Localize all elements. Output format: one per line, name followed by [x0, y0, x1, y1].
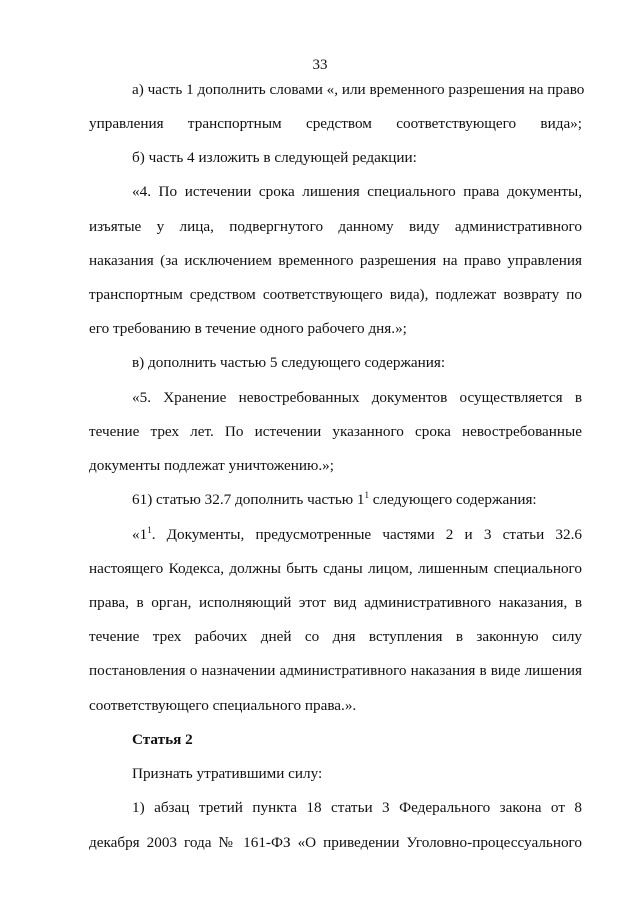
text-line: 1) абзац третий пункта 18 статьи 3 Федерального закона от 8	[132, 799, 582, 816]
text-line: транспортным средством соответствующего вида), подлежат возврату по	[89, 286, 582, 303]
text-line	[132, 491, 582, 509]
text-line: наказания (за исключением временного разрешения на право управления	[89, 252, 582, 269]
text-line: «4. По истечении срока лишения специального права документы,	[132, 183, 582, 200]
text-line	[132, 526, 582, 544]
text-line: изъятые у лица, подвергнутого данному виду административного	[89, 218, 582, 235]
text-line: течение трех рабочих дней со дня вступления в законную силу	[89, 628, 582, 645]
text-line: течение трех лет. По истечении указанного срока невостребованные	[89, 423, 582, 440]
text-line: постановления о назначении административного наказания в виде лишения	[89, 662, 582, 679]
text-line: соответствующего специального права.».	[89, 697, 357, 714]
text-line: б) часть 4 изложить в следующей редакции:	[132, 149, 417, 166]
article-heading: Статья 2	[132, 731, 193, 748]
text-line: а) часть 1 дополнить словами «, или временного разрешения на право	[132, 81, 585, 98]
text-line: его требованию в течение одного рабочего дня.»;	[89, 320, 407, 337]
superscript: 1	[147, 525, 152, 535]
text-line: декабря 2003 года № 161-ФЗ «О приведении Уголовно-процессуального	[89, 834, 582, 851]
text-segment: 61) статью 32.7 дополнить частью 1	[132, 491, 365, 508]
text-segment: «1	[132, 526, 148, 543]
text-line: Признать утратившими силу:	[132, 765, 323, 782]
text-segment: . Документы, предусмотренные частями 2 и 3 статьи 32.6	[151, 526, 582, 543]
text-line: права, в орган, исполняющий этот вид административного наказания, в	[89, 594, 582, 611]
text-line: настоящего Кодекса, должны быть сданы лицом, лишенным специального	[89, 560, 582, 577]
text-line: управления транспортным средством соответствующего вида»;	[89, 115, 582, 132]
text-segment: следующего содержания:	[372, 491, 537, 508]
superscript: 1	[364, 490, 369, 500]
page-number: 33	[312, 57, 328, 73]
text-line: в) дополнить частью 5 следующего содержания:	[132, 354, 446, 371]
text-line: документы подлежат уничтожению.»;	[89, 457, 334, 474]
text-line: «5. Хранение невостребованных документов осуществляется в	[132, 389, 582, 406]
